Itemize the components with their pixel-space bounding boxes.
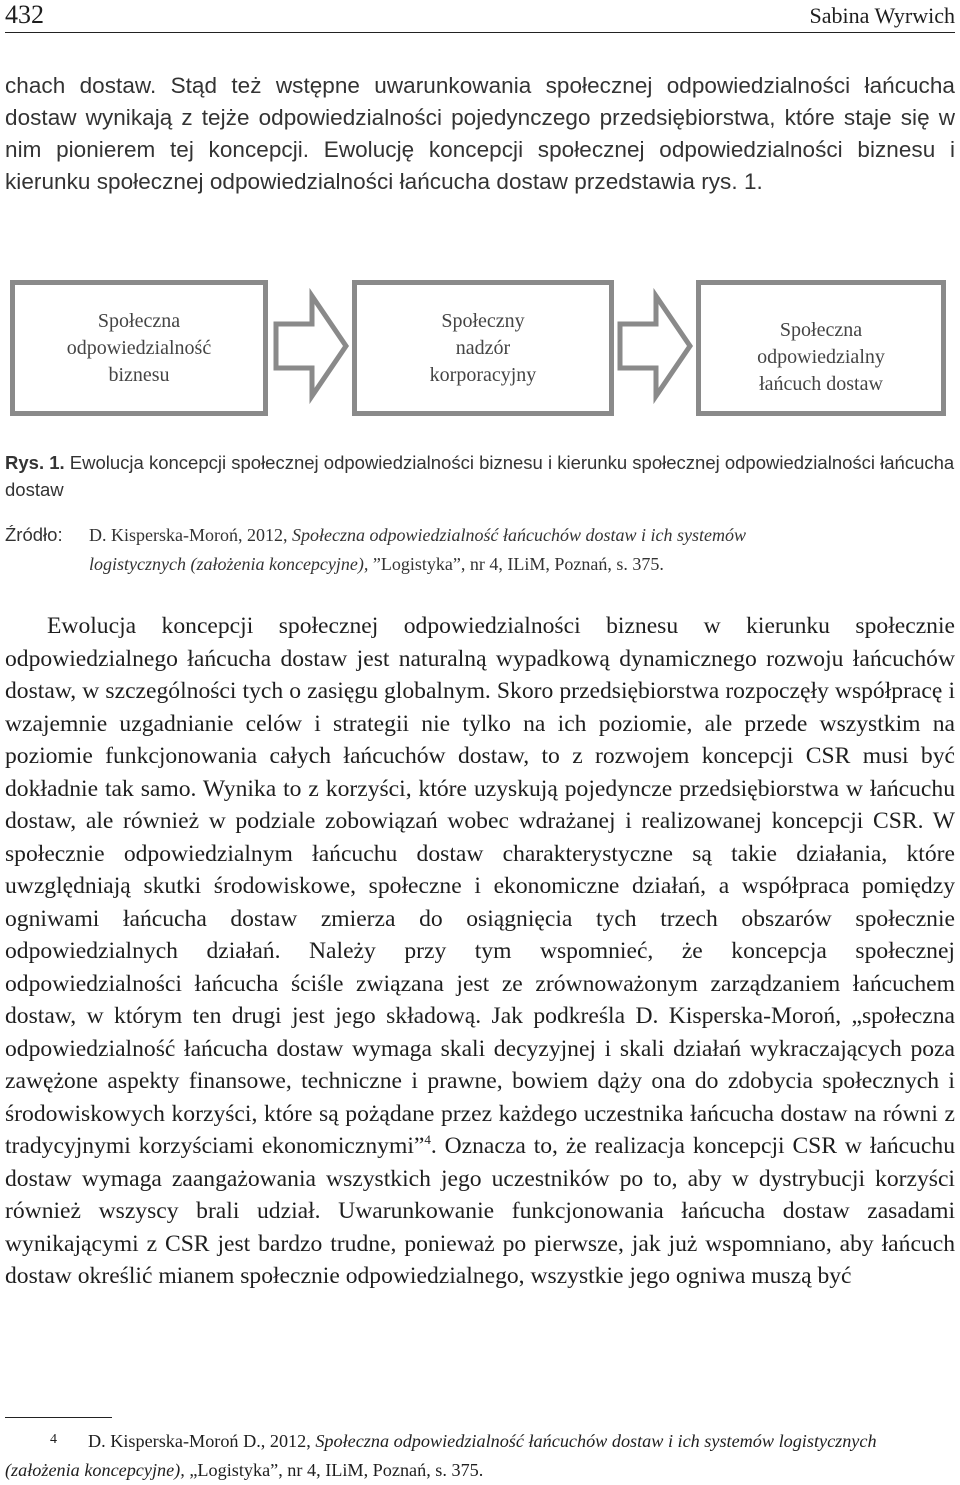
footnote-title: Społeczna odpowiedzialność łańcuchów dostaw i ich systemów logistycznych (założenia koncepcyjne), [5,1431,877,1480]
figure-caption [5,449,955,503]
caption-label: Rys. 1. [5,452,65,473]
footnote-author: D. Kisperska-Moroń D., 2012, [88,1431,311,1451]
flow-box-responsible-supply-chain [696,280,946,416]
box1-line1: Społeczna [97,309,181,332]
box3-line2: odpowiedzialny [757,345,885,368]
right-arrow-icon [614,286,696,406]
box3-line3: łańcuch dostaw [759,372,883,395]
figure-source [5,520,955,579]
flow-box-corporate-governance [352,280,614,416]
main-paragraph [5,610,955,1293]
main-text-before-note: Ewolucja koncepcji społecznej odpowiedzialności biznesu w kierunku społecznie odpowiedzialnego łańcucha dostaw jest naturalną wypadkową dynamicznego rozwoju łańcuchów dostaw, w szczególności tych o zasięgu globalnym. Skoro przedsiębiorstwa rozpoczęły współpracę i wzajemnie uzgadnianie celów i strategii nie tylko na ich poziomie, ale przede wszystkim na poziomie funkcjonowania całych łańcuchów dostaw, to z rozwojem koncepcji CSR musi być dokładnie tak samo. Wynika to z korzyści, które uzyskują pojedyncze przedsiębiorstwa w łańcuchu dostaw, ale również w podziale zobowiązań wobec wdrażanej i realizowanej koncepcji CSR. W społecznie odpowiedzialnym łańcuchu dostaw charakterystyczne są takie działania, które uwzględniają skutki środowiskowe, społeczne i ekonomiczne działań, a współpraca pomiędzy ogniwami łańcucha dostaw zmierza do osiągnięcia tych trzech obszarów społecznie odpowiedzialnych działań. Należy przy tym wspomnieć, że koncepcja społecznej odpowiedzialności łańcucha ściśle związana jest ze zrównoważonym zarządzaniem łańcuchem dostaw, w którym ten drugi jest jego składową. Jak podkreśla D. Kisperska-Moroń, „społeczna odpowiedzialność łańcucha dostaw wymaga skali decyzyjnej i skali działań wykraczających poza zawężone aspekty finansowe, techniczne i prawne, bowiem dąży ona do zdobycia społecznych i środowiskowych korzyści, które są pożądane przez każdego uczestnika łańcucha dostaw na równi z tradycyjnymi korzyściami ekonomicznymi” [5,613,955,1159]
footnote-rest: „Logistyka”, nr 4, ILiM, Poznań, s. 375. [189,1460,484,1480]
box2-line3: korporacyjny [429,363,537,386]
footnote [5,1425,955,1485]
caption-text: Ewolucja koncepcji społecznej odpowiedzialności biznesu i kierunku społecznej odpowiedzialności łańcucha dostaw [5,452,955,500]
main-text-after-note: . Oznacza to, że realizacja koncepcji CSR w łańcuchu dostaw wymaga zaangażowania wszystkich jego uczestników po to, aby w dystrybucji korzyści również wszyscy brali udział. Uwarunkowanie funkcjonowania łańcucha dostaw zasadami wynikającymi z CSR jest bardzo trudne, ponieważ po pierwsze, jak już wspomniano, aby łańcuch dostaw określić mianem społecznie odpowiedzialnego, wszystkie jego ogniwa muszą być [5,1133,955,1289]
flow-box-csr-business [10,280,268,416]
source-title-part2: logistycznych (założenia koncepcyjne), [89,554,369,574]
source-rest: ”Logistyka”, nr 4, ILiM, Poznań, s. 375. [372,554,664,574]
page-number: 432 [5,0,44,29]
source-label: Źródło: [5,524,63,545]
running-header [5,0,955,33]
box2-line1: Społeczny [441,309,525,332]
running-author: Sabina Wyrwich [809,3,955,28]
box1-line2: odpowiedzialność [66,336,212,359]
footnote-divider [5,1417,112,1418]
figure-flow-diagram [0,276,960,422]
box1-line3: biznesu [108,363,170,386]
footnote-number: 4 [50,1432,57,1447]
source-title-part1: Społeczna odpowiedzialność łańcuchów dostaw i ich systemów [291,525,746,545]
box2-line2: nadzór [455,336,511,359]
source-author: D. Kisperska-Moroń, 2012, [89,525,288,545]
intro-paragraph: chach dostaw. Stąd też wstępne uwarunkowania społecznej odpowiedzialności łańcucha dostaw wynikają z tejże odpowiedzialności pojedynczego przedsiębiorstwa, które staje się w nim pionierem tej koncepcji. Ewolucję koncepcji społecznej odpowiedzialności biznesu i kierunku społecznej odpowiedzialności łańcucha dostaw przedstawia rys. 1. [5,73,955,194]
footnote-reference[interactable]: 4 [424,1132,431,1147]
right-arrow-icon [270,286,352,406]
box3-line1: Społeczna [779,318,863,341]
